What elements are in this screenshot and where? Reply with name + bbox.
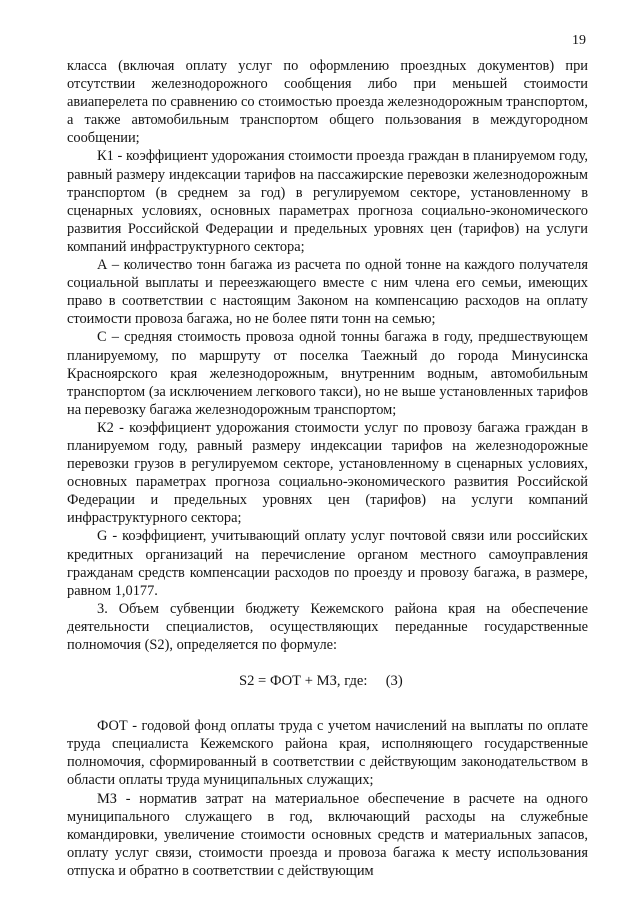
formula-expression: S2 = ФОТ + МЗ, где: — [239, 673, 368, 690]
paragraph-k1-definition: К1 - коэффициент удорожания стоимости проезда граждан в планируемом году, равный размеру индексации тарифов на пассажирские перевозки железнодорожным транспортом (в среднем за год) в регулируемом секторе, установленному в сценарных условиях, основных параметрах прогноза социально-экономического развития Российской Федерации и предельных уровнях цен (тарифов) на услуги компаний инфраструктурного сектора; — [67, 148, 588, 255]
formula-number: (3) — [385, 673, 403, 690]
paragraph-subvention-s2: 3. Объем субвенции бюджету Кежемского района края на обеспечение деятельности специалистов, осуществляющих переданные государственные полномочия (S2), определяется по формуле: — [67, 600, 588, 653]
paragraph-c-definition: С – средняя стоимость провоза одной тонны багажа в году, предшествующем планируемому, по маршруту от поселка Таежный до города Минусинска Красноярского края железнодорожным, внутренним водным, автомобильным транспортом (за исключением легкового такси), но не выше установленных тарифов на перевозку багажа железнодорожным транспортом; — [67, 329, 588, 418]
paragraph-transport-class: класса (включая оплату услуг по оформлению проездных документов) при отсутствии железнодорожного сообщения либо при меньшей стоимости авиаперелета по сравнению со стоимостью проезда железнодорожным транспортом, а также автомобильным транспортом общего пользования в междугородном сообщении; — [67, 58, 588, 147]
paragraph-fot-definition: ФОТ - годовой фонд оплаты труда с учетом начислений на выплаты по оплате труда специалиста Кежемского района края, исполняющего государственные полномочия, сформированный в соответствии с действующим законодательством в области оплаты труда муниципальных служащих; — [67, 718, 588, 789]
paragraph-g-definition: G - коэффициент, учитывающий оплату услуг почтовой связи или российских кредитных организаций на перечисление органом местного самоуправления гражданам средств компенсации расходов по проезду и провозу багажа, в размере, равном 1,0177. — [67, 528, 588, 599]
paragraph-k2-definition: К2 - коэффициент удорожания стоимости услуг по провозу багажа граждан в планируемом году, равный размеру индексации тарифов на железнодорожные перевозки грузов в регулируемом секторе, установленному в сценарных условиях, основных параметрах прогноза социально-экономического развития Российской Федерации и предельных уровнях цен (тарифов) на услуги компаний инфраструктурного сектора; — [67, 419, 588, 527]
page-number: 19 — [572, 33, 586, 48]
paragraph-a-definition: А – количество тонн багажа из расчета по одной тонне на каждого получателя социальной выплаты и переезжающего вместе с ним члена его семьи, имеющих право в соответствии с настоящим Законом на компенсацию расходов на оплату стоимости провоза багажа, но не более пяти тонн на семью; — [67, 257, 588, 328]
document-body — [67, 57, 588, 880]
paragraph-mz-definition: МЗ - норматив затрат на материальное обеспечение в расчете на одного муниципального служащего в год, включающий расходы на служебные командировки, увеличение стоимости основных средств и материальных запасов, оплату услуг связи, стоимости проезда и провоза багажа к месту использования отпуска и обратно в соответствии с действующим — [67, 790, 588, 879]
formula-s2 — [67, 672, 588, 690]
